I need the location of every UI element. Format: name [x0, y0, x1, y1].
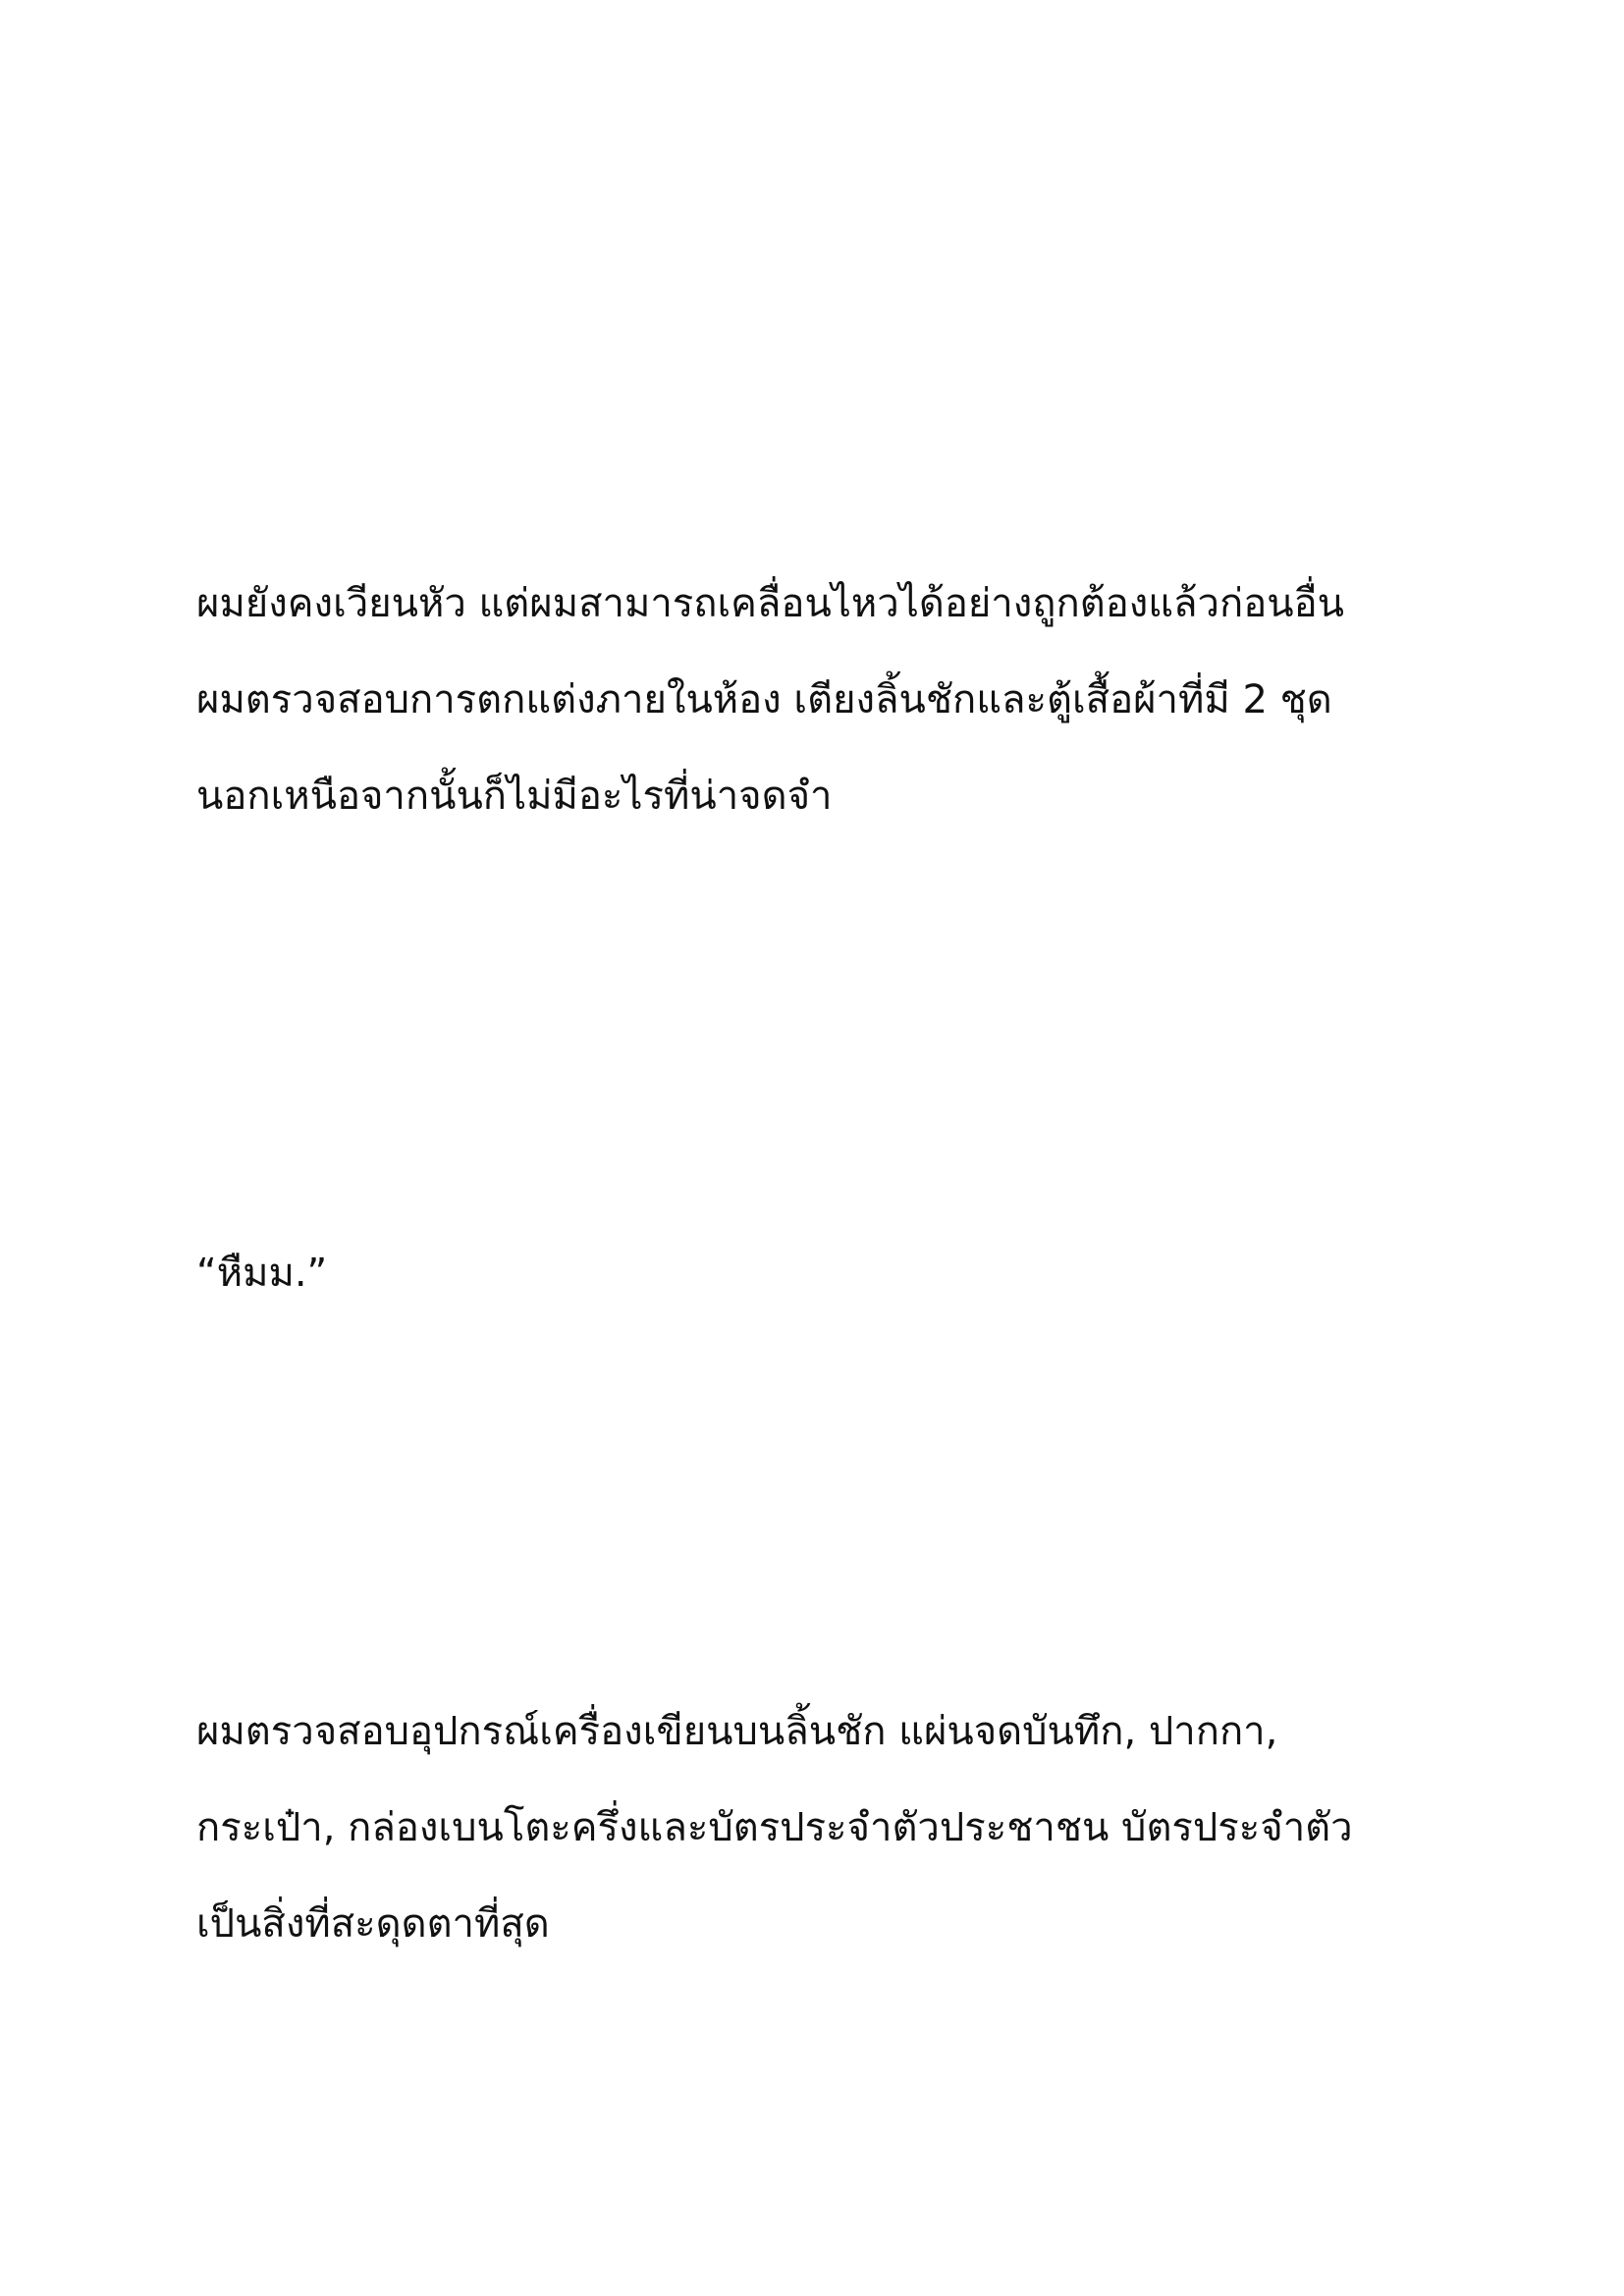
dialogue-line: “หืมม.”: [196, 1251, 328, 1296]
paragraph-line: เป็นสิ่งที่สะดุดตาที่สุด: [196, 1901, 550, 1947]
paragraph-line: ผมตรวจสอบการตกแต่งภายในห้อง เตียงลิ้นชักและตู้เสื้อผ้าที่มี 2 ชุด: [196, 677, 1332, 722]
paragraph-line: นอกเหนือจากนั้นก็ไม่มีอะไรที่น่าจดจำ: [196, 774, 833, 819]
paragraph-line: ผมตรวจสอบอุปกรณ์เครื่องเขียนบนลิ้นชัก แผ่นจดบันทึก, ปากกา,: [196, 1709, 1278, 1754]
paragraph-1: [196, 556, 1453, 844]
paragraph-2: [196, 1225, 1453, 1321]
paragraph-line: ผมยังคงเวียนหัว แต่ผมสามารถเคลื่อนไหวได้อย่างถูกต้องแล้วก่อนอื่น: [196, 581, 1344, 626]
paragraph-line: กระเป๋า, กล่องเบนโตะครึ่งและบัตรประจำตัวประชาชน บัตรประจำตัว: [196, 1805, 1353, 1850]
paragraph-3: [196, 1683, 1453, 1972]
